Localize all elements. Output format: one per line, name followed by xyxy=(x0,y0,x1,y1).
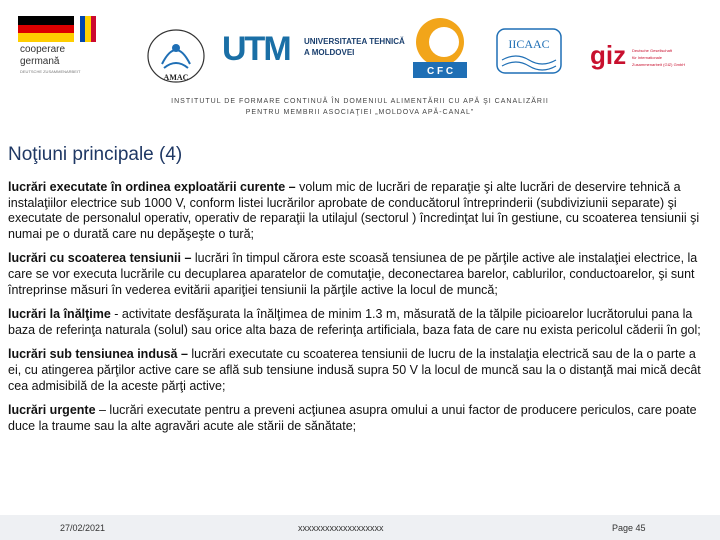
definition-paragraph xyxy=(8,403,708,434)
institute-header xyxy=(0,96,720,118)
utm-text-line2: A MOLDOVEI xyxy=(304,48,355,57)
amac-logo xyxy=(142,28,210,88)
definition-text: - activitate desfăşurata la înălţimea de minim 1.3 m, măsurată de la tălpile picioarelor lucrătorului pana la baza de referinţa naturala (solul) sau orice alta baza de referinţa artificiala, baza fata de care nu exista pericolul căderii în gol; xyxy=(8,307,701,337)
definition-paragraph xyxy=(8,180,708,242)
giz-text-line1: Deutsche Gesellschaft xyxy=(632,48,673,53)
definition-text: lucrări executate cu scoaterea tensiunii de lucru de la instalaţia electrică sau de la o parte a ei, cu atingerea părţilor active care se află sub tensiune indusă supra 50 V la locul de muncă sau la o distanţă mai mică decât cea admisibilă de la aceste părţi active; xyxy=(8,347,701,393)
page-number: Page 45 xyxy=(612,523,646,533)
institute-line2: PENTRU MEMBRII ASOCIAŢIEI „MOLDOVA APĂ-CANAL” xyxy=(245,109,475,116)
definition-term: lucrări sub tensiunea indusă – xyxy=(8,347,188,362)
coop-text-line3: DEUTSCHE ZUSAMMENARBEIT xyxy=(20,69,81,74)
utm-logo xyxy=(222,30,405,70)
definition-text: lucrări în timpul cărora este scoasă tensiunea de pe părţile active ale instalaţiei electrice, la care se vor executa lucrările cu decuplarea aparatelor de comutaţie, deconectarea barelor, cablurilor, conductoarelor, şi sunt întreprinse măsuri în vederea evitării apariţiei tensiunii la părţile active la locul de muncă; xyxy=(8,251,698,297)
amac-text: AMAC xyxy=(163,73,189,82)
footer-date: 27/02/2021 xyxy=(60,523,106,533)
definition-term: lucrări urgente xyxy=(8,403,96,418)
definitions-list xyxy=(8,180,708,443)
definition-text: volum mic de lucrări de reparaţie şi alte lucrări de deservire tehnică a instalaţiilor electrice sub 1000 V, conform listei lucrărilor aprobate de conducătorul întreprinderii (subdiviziunii separate) şi executate de personalul operativ, operativ de reparaţii la utilajul (sectorul ) încredinţat lui în gestiune, cu scoaterea tensiunii şi numai pe o durată care nu depăşeşte o tură; xyxy=(8,180,700,241)
page-title: Noţiuni principale (4) xyxy=(8,144,183,165)
definition-paragraph xyxy=(8,307,708,338)
utm-text-line1: UNIVERSITATEA TEHNICĂ xyxy=(304,37,405,46)
definition-term: lucrări cu scoaterea tensiunii – xyxy=(8,251,192,266)
definition-paragraph xyxy=(8,347,708,394)
definition-paragraph xyxy=(8,251,708,298)
institute-line1: INSTITUTUL DE FORMARE CONTINUĂ ÎN DOMENIUL ALIMENTĂRII CU APĂ ŞI CANALIZĂRII xyxy=(171,98,549,105)
giz-logo xyxy=(590,40,700,76)
cfc-text: C F C xyxy=(426,66,454,77)
giz-text-line2: für Internationale xyxy=(632,55,663,60)
definition-text: – lucrări executate pentru a preveni acţiunea asupra omului a unui factor de producere periculos, care poate duce la traume sau la alte agravări acute ale stării de sănătate; xyxy=(8,403,697,433)
cooperare-germana-logo xyxy=(18,16,118,76)
amac-emblem-icon xyxy=(142,28,210,88)
definition-term: lucrări executate în ordinea exploatării curente – xyxy=(8,180,296,194)
utm-mark: UTM xyxy=(222,30,290,68)
definition-term: lucrări la înălţime xyxy=(8,307,111,322)
coop-text-line1: cooperare xyxy=(20,44,66,55)
footer-bar xyxy=(0,515,720,540)
cfc-emblem-icon xyxy=(405,12,475,82)
german-flag-icon xyxy=(18,16,74,42)
iicaac-emblem-icon xyxy=(496,28,562,74)
giz-text-line3: Zusammenarbeit (GIZ) GmbH xyxy=(632,62,686,67)
iicaac-logo xyxy=(496,28,562,74)
moldova-flag-icon xyxy=(80,16,96,42)
footer-placeholder: xxxxxxxxxxxxxxxxxxx xyxy=(298,523,384,533)
logo-bar xyxy=(0,0,720,92)
iicaac-text: IICAAC xyxy=(508,37,550,51)
coop-text-line2: germană xyxy=(20,56,60,67)
cfc-logo xyxy=(405,12,475,82)
giz-mark: giz xyxy=(590,40,627,70)
